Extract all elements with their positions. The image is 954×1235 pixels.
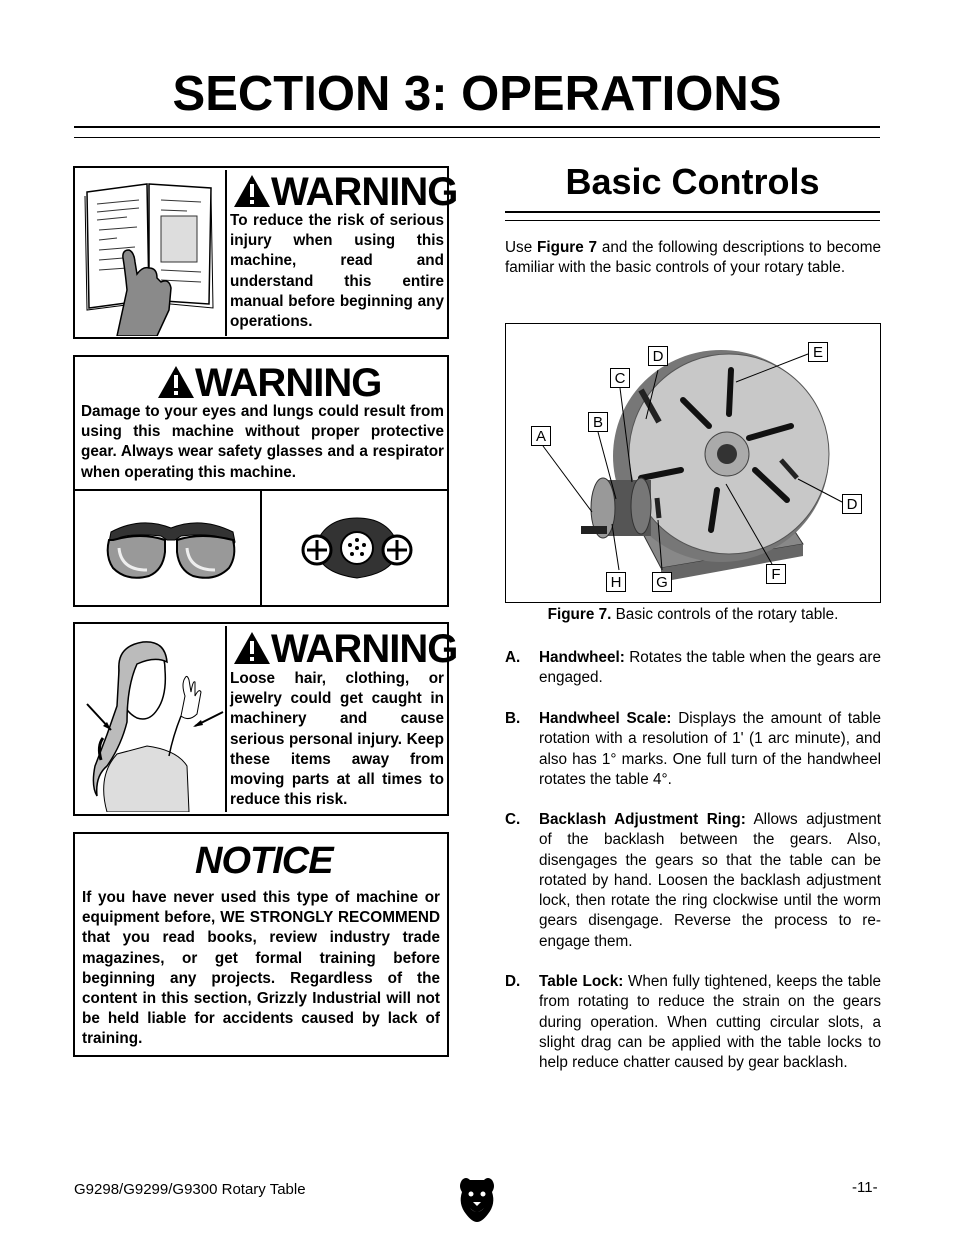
warning-heading (233, 629, 457, 669)
warning-triangle-icon (157, 365, 195, 399)
callout-f: F (766, 564, 786, 584)
callout-b: B (588, 412, 608, 432)
warning-text: Loose hair, clothing, or jewelry could get caught in machinery and cause serious personal injury. Keep these items away from moving parts at all times to reduce this risk. (230, 670, 444, 809)
safety-glasses-icon (101, 512, 241, 592)
callout-h: H (606, 572, 626, 592)
warning-label: WARNING (271, 627, 458, 671)
notice-text: If you have never used this type of machine or equipment before, WE STRONGLY RECOMMEND that you read books, review industry trade magazines, or get formal training before beginning any projects. Regardless of the content in this section, Grizzly Industrial will not be held liable for accidents caused by lack of training. (82, 889, 440, 1048)
control-item-handwheel: A. Handwheel: Rotates the table when the gears are engaged. (505, 649, 881, 687)
header-rule (74, 126, 880, 128)
callout-e: E (808, 342, 828, 362)
control-item-table-lock: D. Table Lock: When fully tightened, keeps the table from rotating to reduce the strain on the gears during operation. When cutting circular slots, a slight drag can be applied with the table locks to help reduce chatter caused by gear backlash. (505, 973, 881, 1072)
warning-box-loose-hair (73, 622, 458, 816)
footer-model: G9298/G9299/G9300 Rotary Table (74, 1181, 306, 1198)
section-rule-thin (505, 220, 880, 221)
warning-label: WARNING (195, 361, 382, 405)
warning-box-protective-gear (73, 355, 449, 607)
manual-reading-illustration (77, 170, 227, 336)
notice-box (73, 832, 449, 1057)
warning-triangle-icon (233, 174, 271, 208)
warning-triangle-icon (233, 631, 271, 665)
long-hair-illustration (77, 626, 227, 812)
warning-text: To reduce the risk of serious injury when using this machine, read and understand this entire manual before beginning any operations. (230, 212, 444, 331)
header-rule-thin (74, 137, 880, 138)
section-rule (505, 211, 880, 213)
callout-d-top: D (648, 346, 668, 366)
figure-reference: Figure 7 (537, 239, 598, 256)
warning-heading (233, 172, 457, 212)
callout-leaders (506, 324, 882, 604)
callout-g: G (652, 572, 672, 592)
notice-heading: NOTICE (195, 840, 333, 882)
warning-box-manual (73, 166, 458, 339)
callout-c: C (610, 368, 630, 388)
callout-a: A (531, 426, 551, 446)
warning-text: Damage to your eyes and lungs could result from using this machine without proper protective gear. Always wear safety glasses and a respirator when operating this machine. (81, 403, 444, 481)
warning-heading (157, 363, 381, 403)
figure-caption: Figure 7. Basic controls of the rotary table. (547, 606, 839, 623)
grizzly-bear-logo (456, 1174, 498, 1227)
control-item-handwheel-scale: B. Handwheel Scale: Displays the amount of table rotation with a resolution of 1' (1 arc minute), and also has 1° marks. One full turn of the handwheel rotates the table 4°. (505, 710, 881, 788)
figure-7 (505, 323, 881, 603)
respirator-icon (297, 512, 417, 587)
intro-paragraph: Use Figure 7 and the following descriptions to become familiar with the basic controls of your rotary table. (505, 239, 882, 277)
page-number: -11- (852, 1179, 878, 1196)
warning-label: WARNING (271, 170, 458, 214)
control-item-backlash-ring: C. Backlash Adjustment Ring: Allows adjustment of the backlash between the gears. Also, disengages the gears so that the table can be rotated by hand. Loosen the backlash adjustment lock, then rotate the ring clockwise until the worm gears disengage. Reverse the process to re-engage them. (505, 811, 882, 950)
basic-controls-title: Basic Controls (565, 161, 820, 202)
section-title: SECTION 3: OPERATIONS (172, 67, 782, 121)
callout-d-right: D (842, 494, 862, 514)
